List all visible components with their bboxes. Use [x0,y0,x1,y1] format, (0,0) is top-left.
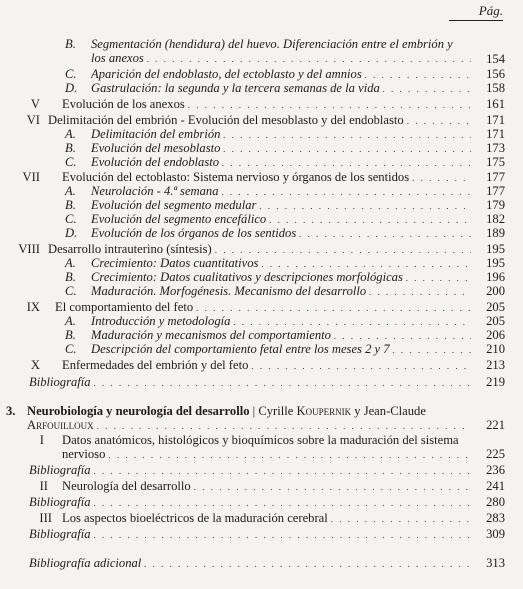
dot-leader [251,359,471,373]
entry-title [55,300,475,315]
dot-leader [144,557,471,571]
entry-roman: II [39,479,48,493]
entry-page: 154 [486,52,505,66]
entry-page: 171 [486,127,505,141]
dot-leader [406,271,471,285]
dot-leader [97,419,471,433]
entry-text: Aparición del endoblasto, del ectoblasto y del amnios [91,67,362,81]
entry-letter: B. [65,141,76,155]
entry-title [91,81,475,96]
entry-roman: VI [26,113,40,127]
entry-page: 205 [486,300,505,314]
dot-leader [383,82,471,96]
dot-leader [94,496,471,510]
entry-title [91,314,475,329]
entry-page: 158 [486,81,505,95]
entry-page: 280 [486,495,505,509]
entry-title [91,155,475,170]
page-column-header: Pág. [449,3,503,21]
dot-leader [299,227,471,241]
entry-page: 313 [486,556,505,570]
entry-roman: IX [26,300,40,314]
entry-roman: VII [22,170,40,184]
entry-page: 236 [486,463,505,477]
entry-title [91,328,475,343]
dot-leader [393,343,471,357]
dot-leader [365,68,471,82]
entry-title [91,212,475,227]
dot-leader [259,199,471,213]
entry-page: 210 [486,342,505,356]
entry-page: 206 [486,328,505,342]
entry-text: Delimitación del embrión - Evolución del mesoblasto y del endoblasto [48,113,404,127]
entry-text: Los aspectos bioeléctricos de la maduración cerebral [62,511,328,525]
entry-text: Evolución del ectoblasto: Sistema nervioso y órganos de los sentidos [62,170,410,184]
dot-leader [269,213,471,227]
entry-text: Introducción y metodología [91,314,231,328]
entry-page: 177 [486,170,505,184]
chapter-author-second: y Jean-Claude [351,404,426,418]
entry-letter: B. [65,270,76,284]
entry-page: 309 [486,527,505,541]
entry-title-line2 [91,51,475,66]
dot-leader [334,329,471,343]
entry-text: Bibliografía [29,463,91,477]
entry-title [48,242,475,257]
entry-text: Evolución del segmento medular [91,198,257,212]
entry-roman: V [30,97,40,111]
entry-letter: C. [65,342,77,356]
entry-roman: X [30,358,40,372]
entry-title [91,256,475,271]
entry-title [91,141,475,156]
entry-title [91,67,475,82]
entry-title [91,342,475,357]
dot-leader [412,171,471,185]
dot-leader [369,285,471,299]
entry-page: 189 [486,226,505,240]
dot-leader [196,301,471,315]
entry-text: Evolución del endoblasto [91,155,220,169]
entry-text: Neurolación - 4.ª semana [91,184,219,198]
entry-page: 177 [486,184,505,198]
entry-letter: D. [65,226,78,240]
dot-leader [94,376,471,390]
chapter-heading [27,404,426,418]
dot-leader [108,448,471,462]
entry-page: 213 [486,358,505,372]
entry-roman: I [39,433,44,447]
dot-leader [188,98,471,112]
entry-text: Evolución de los órganos de los sentidos [91,226,297,240]
entry-text: Crecimiento: Datos cuantitativos [91,256,259,270]
entry-page: 179 [486,198,505,212]
entry-letter: B. [65,328,76,342]
entry-title [29,527,475,542]
entry-page: 219 [486,375,505,389]
entry-page: 175 [486,155,505,169]
entry-letter: C. [65,67,77,81]
entry-title [48,113,475,128]
entry-page: 156 [486,67,505,81]
entry-roman: III [39,511,52,525]
entry-letter: B. [65,198,76,212]
dot-leader [222,185,471,199]
entry-page: 200 [486,284,505,298]
entry-text: El comportamiento del feto [55,300,194,314]
dot-leader [215,243,471,257]
entry-letter: A. [65,314,76,328]
entry-letter: D. [65,81,78,95]
entry-page: 171 [486,113,505,127]
entry-title [29,556,475,571]
entry-page: 182 [486,212,505,226]
entry-title [91,198,475,213]
entry-page: 161 [486,97,505,111]
entry-page: 225 [486,447,505,461]
entry-page: 196 [486,270,505,284]
entry-title-line2 [62,447,475,462]
dot-leader [223,142,471,156]
entry-text: Bibliografía adicional [29,556,142,570]
entry-title [62,170,475,185]
entry-letter: C. [65,155,77,169]
entry-title [62,479,475,494]
dot-leader [194,480,471,494]
entry-page: 283 [486,511,505,525]
entry-title [62,511,475,526]
entry-title-line1: Datos anatómicos, histológicos y bioquímicos sobre la maduración del sistema [62,433,459,447]
entry-text: Delimitación del embrión [91,127,221,141]
dot-leader [223,128,471,142]
entry-letter: A. [65,184,76,198]
entry-text: Maduración y mecanismos del comportamiento [91,328,331,342]
chapter-author-surname: Koupernik [296,404,352,418]
entry-title [62,97,475,112]
entry-page: 195 [486,242,505,256]
entry-text: Enfermedades del embrión y del feto [62,358,249,372]
entry-page: 221 [486,418,505,432]
entry-page: 205 [486,314,505,328]
dot-leader [233,315,471,329]
entry-page: 241 [486,479,505,493]
dot-leader [331,512,471,526]
entry-text: Arfouilloux [27,418,94,432]
entry-title [91,270,475,285]
dot-leader [261,257,471,271]
entry-text: Gastrulación: la segunda y la tercera semanas de la vida [91,81,380,95]
entry-text: Maduración. Morfogénesis. Mecanismo del desarrollo [91,284,367,298]
entry-letter: C. [65,284,77,298]
entry-title [91,184,475,199]
entry-title [91,284,475,299]
dot-leader [222,156,471,170]
entry-title [29,463,475,478]
entry-letter: A. [65,256,76,270]
dot-leader [147,52,471,66]
dot-leader [94,528,471,542]
entry-roman: VIII [18,242,40,256]
entry-text: los anexos [91,51,144,65]
chapter-author-first: Cyrille [258,404,297,418]
entry-text: Neurología del desarrollo [62,479,191,493]
entry-title [91,226,475,241]
entry-text: Evolución de los anexos [62,97,185,111]
entry-letter: C. [65,212,77,226]
dot-leader [94,464,471,478]
entry-text: Evolución del mesoblasto [91,141,221,155]
entry-text: Descripción del comportamiento fetal entre los meses 2 y 7 [91,342,390,356]
entry-letter: A. [65,127,76,141]
entry-title [91,127,475,142]
entry-text: nervioso [62,447,106,461]
entry-title [29,375,475,390]
entry-text: Bibliografía [29,375,91,389]
entry-page: 195 [486,256,505,270]
entry-title [62,358,475,373]
entry-text: Evolución del segmento encefálico [91,212,267,226]
entry-text: Desarrollo intrauterino (síntesis) [48,242,212,256]
dot-leader [407,114,471,128]
entry-text: Bibliografía [29,527,91,541]
entry-page: 173 [486,141,505,155]
entry-title-line1: Segmentación (hendidura) del huevo. Diferenciación entre el embrión y [91,37,453,51]
entry-text: Crecimiento: Datos cualitativos y descripciones morfológicas [91,270,403,284]
entry-text: Bibliografía [29,495,91,509]
separator-bar: | [252,404,256,418]
entry-title [29,495,475,510]
chapter-number: 3. [6,404,16,418]
chapter-title: Neurobiología y neurología del desarrollo [27,404,250,418]
entry-letter: B. [65,37,76,51]
chapter-author-line2 [27,418,475,433]
